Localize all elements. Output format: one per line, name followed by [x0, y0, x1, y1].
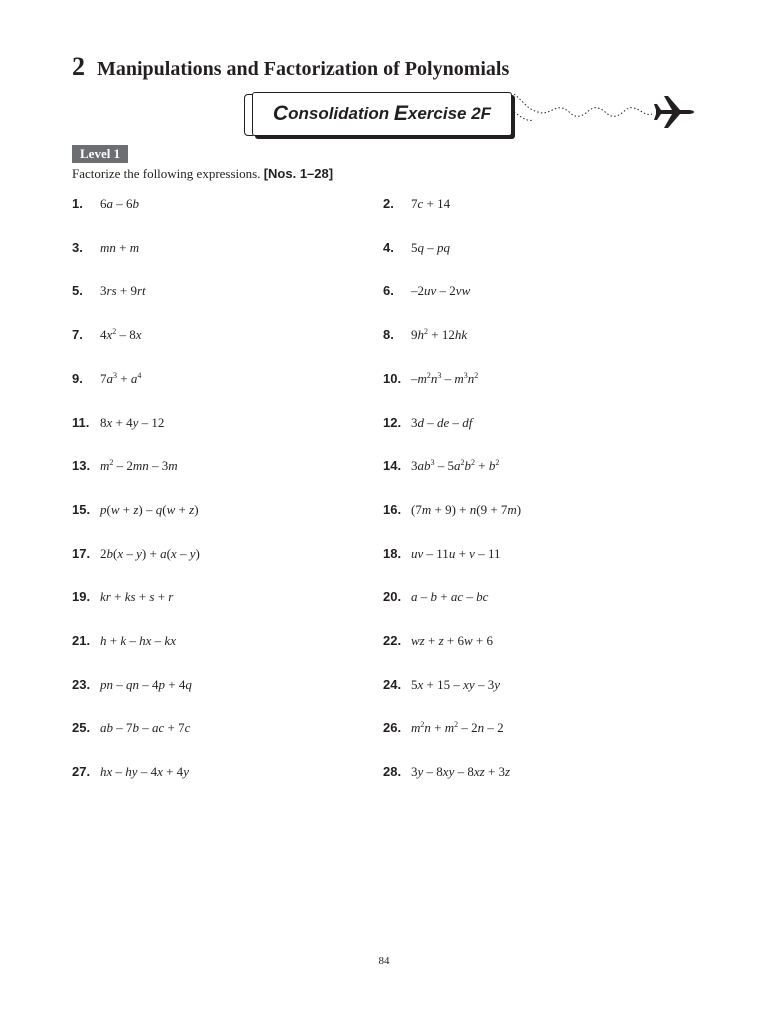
question-expression: 8x + 4y – 12: [100, 414, 165, 430]
question-expression: uv – 11u + v – 11: [411, 545, 501, 561]
question-item: [383, 546, 500, 562]
question-number: 24.: [383, 676, 402, 692]
question-range: [Nos. 1–28]: [263, 166, 334, 181]
question-item: [383, 283, 470, 299]
question-item: [383, 589, 488, 605]
question-expression: –2uv – 2vw: [411, 283, 471, 299]
question-number: 21.: [72, 633, 91, 648]
question-item: [72, 371, 141, 387]
question-expression: 6a – 6b: [100, 196, 139, 211]
question-number: 10.: [383, 370, 402, 386]
question-expression: (7m + 9) + n(9 + 7m): [411, 501, 522, 517]
exercise-banner: [244, 92, 514, 138]
question-item: [383, 327, 467, 343]
question-item: [383, 764, 510, 780]
question-item: [383, 458, 499, 474]
question-number: 16.: [383, 501, 402, 517]
question-item: [72, 415, 164, 431]
question-expression: a – b + ac – bc: [411, 589, 489, 605]
question-item: [72, 677, 192, 693]
question-number: 13.: [72, 458, 91, 474]
question-expression: h + k – hx – kx: [100, 633, 176, 648]
question-number: 25.: [72, 720, 91, 736]
question-item: [72, 764, 189, 780]
question-number: 22.: [383, 633, 402, 648]
question-expression: 7c + 14: [411, 196, 451, 211]
question-expression: p(w + z) – q(w + z): [100, 501, 199, 517]
question-number: 19.: [72, 589, 91, 605]
question-expression: 5q – pq: [411, 239, 450, 255]
question-expression: $7a^3 + a^4$: [100, 370, 142, 386]
question-expression: mn + m: [100, 239, 140, 255]
question-item: [72, 283, 146, 299]
question-number: 1.: [72, 196, 83, 211]
chapter-title: Manipulations and Factorization of Polynomials: [97, 58, 510, 80]
question-number: 17.: [72, 545, 91, 561]
question-expression: 3d – de – df: [411, 414, 473, 430]
dotted-trail-line: [514, 94, 652, 116]
question-number: 20.: [383, 589, 402, 605]
question-item: [72, 546, 200, 562]
question-item: [383, 633, 493, 649]
question-item: [72, 633, 176, 649]
question-expression: kr + ks + s + r: [100, 589, 174, 605]
question-expression: $-m^2n^3 - m^3n^2$: [411, 370, 479, 386]
question-item: [72, 458, 178, 474]
instruction: [72, 166, 333, 182]
question-item: [72, 589, 173, 605]
level-badge: Level 1: [72, 145, 128, 163]
question-number: 26.: [383, 720, 402, 736]
exercise-title-word1: onsolidation: [288, 104, 394, 123]
question-item: [72, 720, 190, 736]
question-number: 5.: [72, 283, 83, 299]
question-number: 8.: [383, 327, 394, 343]
question-item: [383, 720, 504, 736]
question-item: [72, 327, 142, 343]
question-number: 4.: [383, 239, 394, 255]
question-number: 27.: [72, 764, 91, 780]
question-expression: 3y – 8xy – 8xz + 3z: [411, 764, 511, 780]
exercise-title-word2: xercise 2F: [407, 104, 492, 123]
question-number: 12.: [383, 414, 402, 430]
question-expression: $m^2n + m^2 - 2n - 2$: [411, 720, 504, 736]
question-number: 23.: [72, 676, 91, 692]
question-number: 11.: [72, 414, 90, 430]
question-expression: pn – qn – 4p + 4q: [100, 676, 192, 692]
question-number: 3.: [72, 239, 83, 255]
question-number: 2.: [383, 196, 394, 211]
question-number: 7.: [72, 327, 83, 343]
dotted-trail-line-lower: [514, 112, 534, 120]
question-item: [383, 677, 500, 693]
question-item: [383, 240, 450, 256]
instruction-text: Factorize the following expressions.: [72, 166, 261, 181]
question-expression: $m^2 - 2mn - 3m$: [100, 458, 178, 474]
question-number: 15.: [72, 501, 91, 517]
question-expression: ab – 7b – ac + 7c: [100, 720, 191, 736]
airplane-icon: [654, 96, 694, 128]
question-item: [383, 415, 472, 431]
exercise-title: [252, 92, 512, 136]
question-item: [383, 196, 450, 212]
question-expression: $9h^2 + 12hk$: [411, 327, 468, 343]
question-item: [72, 240, 139, 256]
question-number: 9.: [72, 370, 83, 386]
page-number: 84: [378, 955, 390, 967]
question-number: 14.: [383, 458, 402, 474]
question-expression: 2b(x – y) + a(x – y): [100, 545, 200, 561]
question-expression: hx – hy – 4x + 4y: [100, 764, 189, 780]
question-expression: 5x + 15 – xy – 3y: [411, 676, 500, 692]
question-item: [383, 371, 478, 387]
chapter-number: 2: [72, 52, 85, 81]
question-number: 18.: [383, 545, 402, 561]
question-expression: wz + z + 6w + 6: [411, 633, 493, 648]
question-expression: 3rs + 9rt: [100, 283, 146, 299]
question-expression: $3ab^3 - 5a^2b^2 + b^2$: [411, 458, 500, 474]
question-number: 28.: [383, 764, 402, 780]
question-item: [72, 502, 199, 518]
chapter-heading: [72, 52, 509, 82]
exercise-title-initial-c: C: [272, 102, 289, 125]
exercise-title-initial-e: E: [393, 102, 408, 125]
question-item: [383, 502, 521, 518]
airplane-trail: [514, 86, 694, 136]
question-expression: $4x^2 - 8x$: [100, 327, 142, 343]
question-number: 6.: [383, 283, 394, 299]
question-item: [72, 196, 139, 212]
